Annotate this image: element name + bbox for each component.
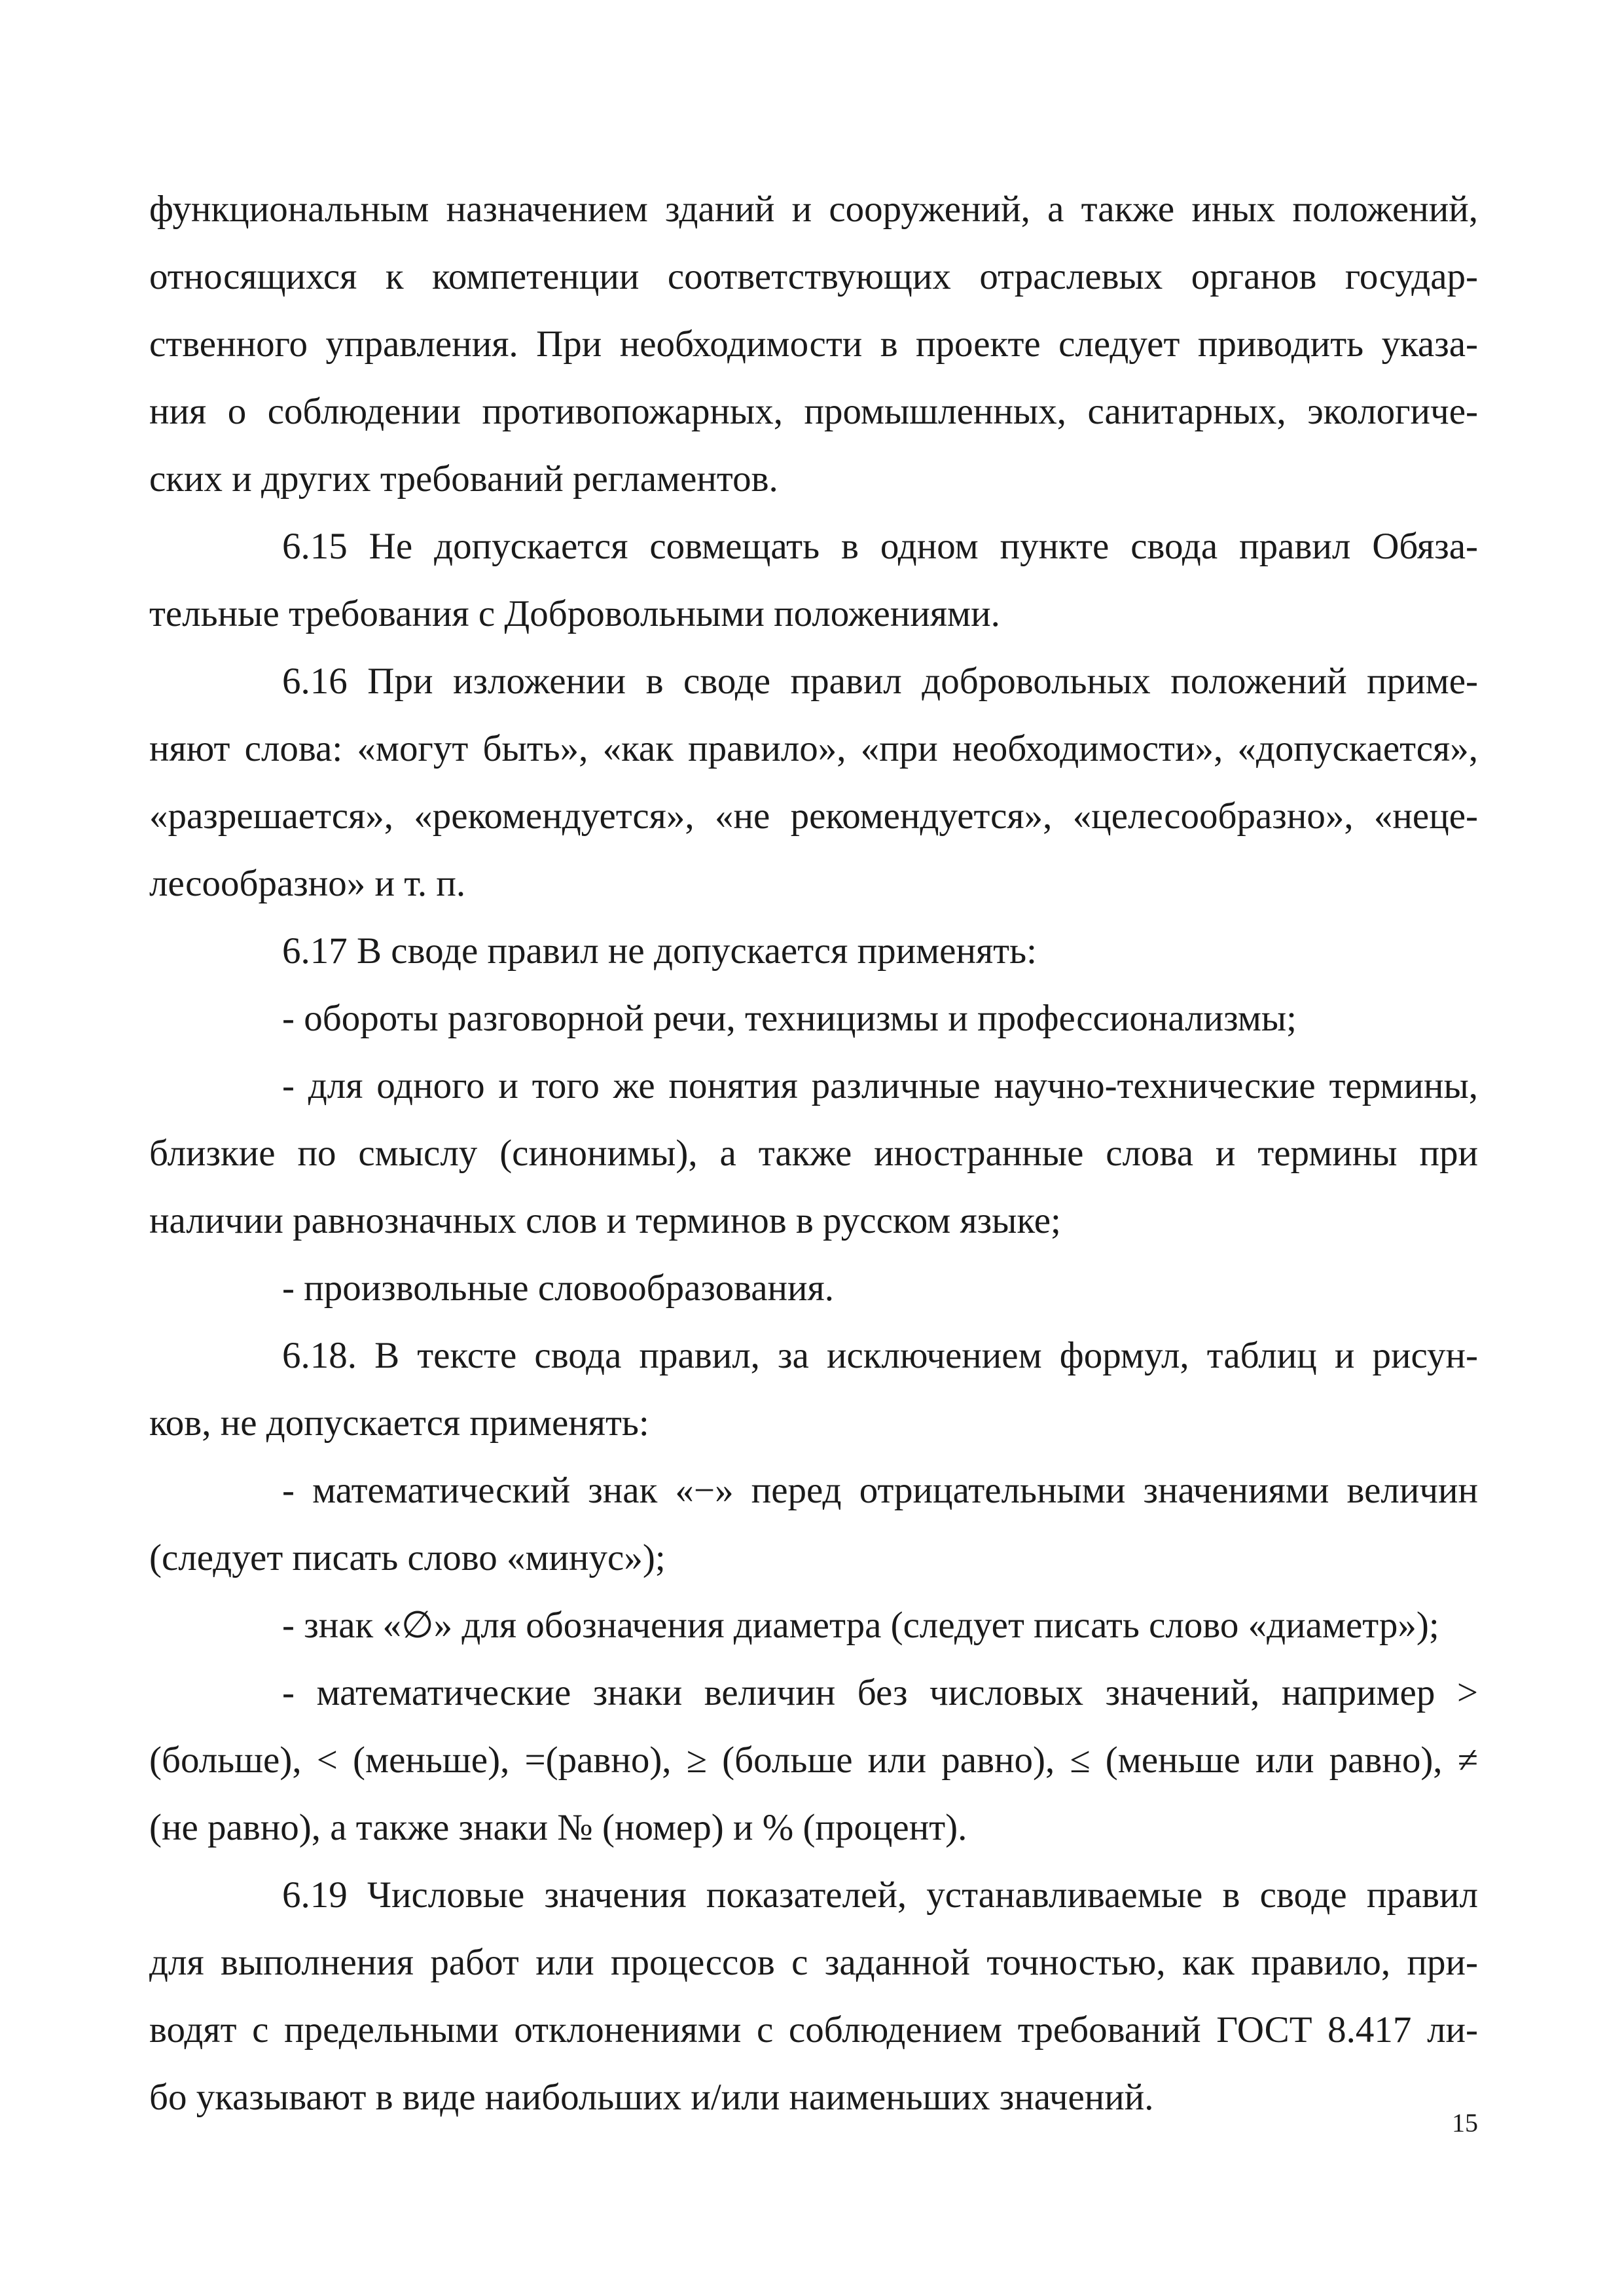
text-line: 6.17 В своде правил не допускается применять:	[282, 930, 1037, 972]
text-line: бо указывают в виде наибольших и/или наименьших значений.	[149, 2077, 1154, 2118]
text-line: 6.16 При изложении в своде правил добровольных положений приме-	[282, 661, 1478, 702]
text-line: ских и других требований регламентов.	[149, 458, 778, 500]
text-line: для выполнения работ или процессов с заданной точностью, как правило, при-	[149, 1942, 1478, 1983]
text-line: близкие по смыслу (синонимы), а также иностранные слова и термины при	[149, 1133, 1478, 1174]
text-line: (больше), < (меньше), =(равно), ≥ (больше или равно), ≤ (меньше или равно), ≠	[149, 1740, 1478, 1781]
text-line: тельные требования с Добровольными положениями.	[149, 593, 1000, 634]
text-line: ственного управления. При необходимости в проекте следует приводить указа-	[149, 323, 1478, 365]
text-line: ния о соблюдении противопожарных, промышленных, санитарных, экологиче-	[149, 391, 1478, 432]
text-line: наличии равнозначных слов и терминов в русском языке;	[149, 1200, 1061, 1241]
body-text	[149, 175, 1478, 2131]
text-line: - знак «∅» для обозначения диаметра (следует писать слово «диаметр»);	[282, 1605, 1439, 1646]
text-line: няют слова: «могут быть», «как правило», «при необходимости», «допускается»,	[149, 728, 1478, 769]
text-line: 6.19 Числовые значения показателей, устанавливаемые в своде правил	[282, 1874, 1478, 1916]
text-line: - математический знак «−» перед отрицательными значениями величин	[282, 1470, 1478, 1511]
page-number: 15	[1452, 2108, 1478, 2138]
text-line: 6.18. В тексте свода правил, за исключением формул, таблиц и рисун-	[282, 1335, 1478, 1376]
text-line: (не равно), а также знаки № (номер) и % (процент).	[149, 1807, 967, 1848]
text-line: относящихся к компетенции соответствующих отраслевых органов государ-	[149, 256, 1478, 297]
text-line: - обороты разговорной речи, техницизмы и профессионализмы;	[282, 998, 1297, 1039]
text-line: - математические знаки величин без числовых значений, например >	[282, 1672, 1478, 1713]
text-line: функциональным назначением зданий и сооружений, а также иных положений,	[149, 189, 1478, 230]
text-line: - для одного и того же понятия различные научно-технические термины,	[282, 1065, 1478, 1106]
text-line: (следует писать слово «минус»);	[149, 1537, 666, 1578]
text-line: 6.15 Не допускается совмещать в одном пункте свода правил Обяза-	[282, 526, 1478, 567]
text-line: «разрешается», «рекомендуется», «не рекомендуется», «целесообразно», «неце-	[149, 795, 1478, 837]
text-line: ков, не допускается применять:	[149, 1402, 649, 1444]
text-line: лесообразно» и т. п.	[149, 863, 466, 904]
text-line: водят с предельными отклонениями с соблюдением требований ГОСТ 8.417 ли-	[149, 2009, 1478, 2050]
text-line: - произвольные словообразования.	[282, 1267, 835, 1309]
